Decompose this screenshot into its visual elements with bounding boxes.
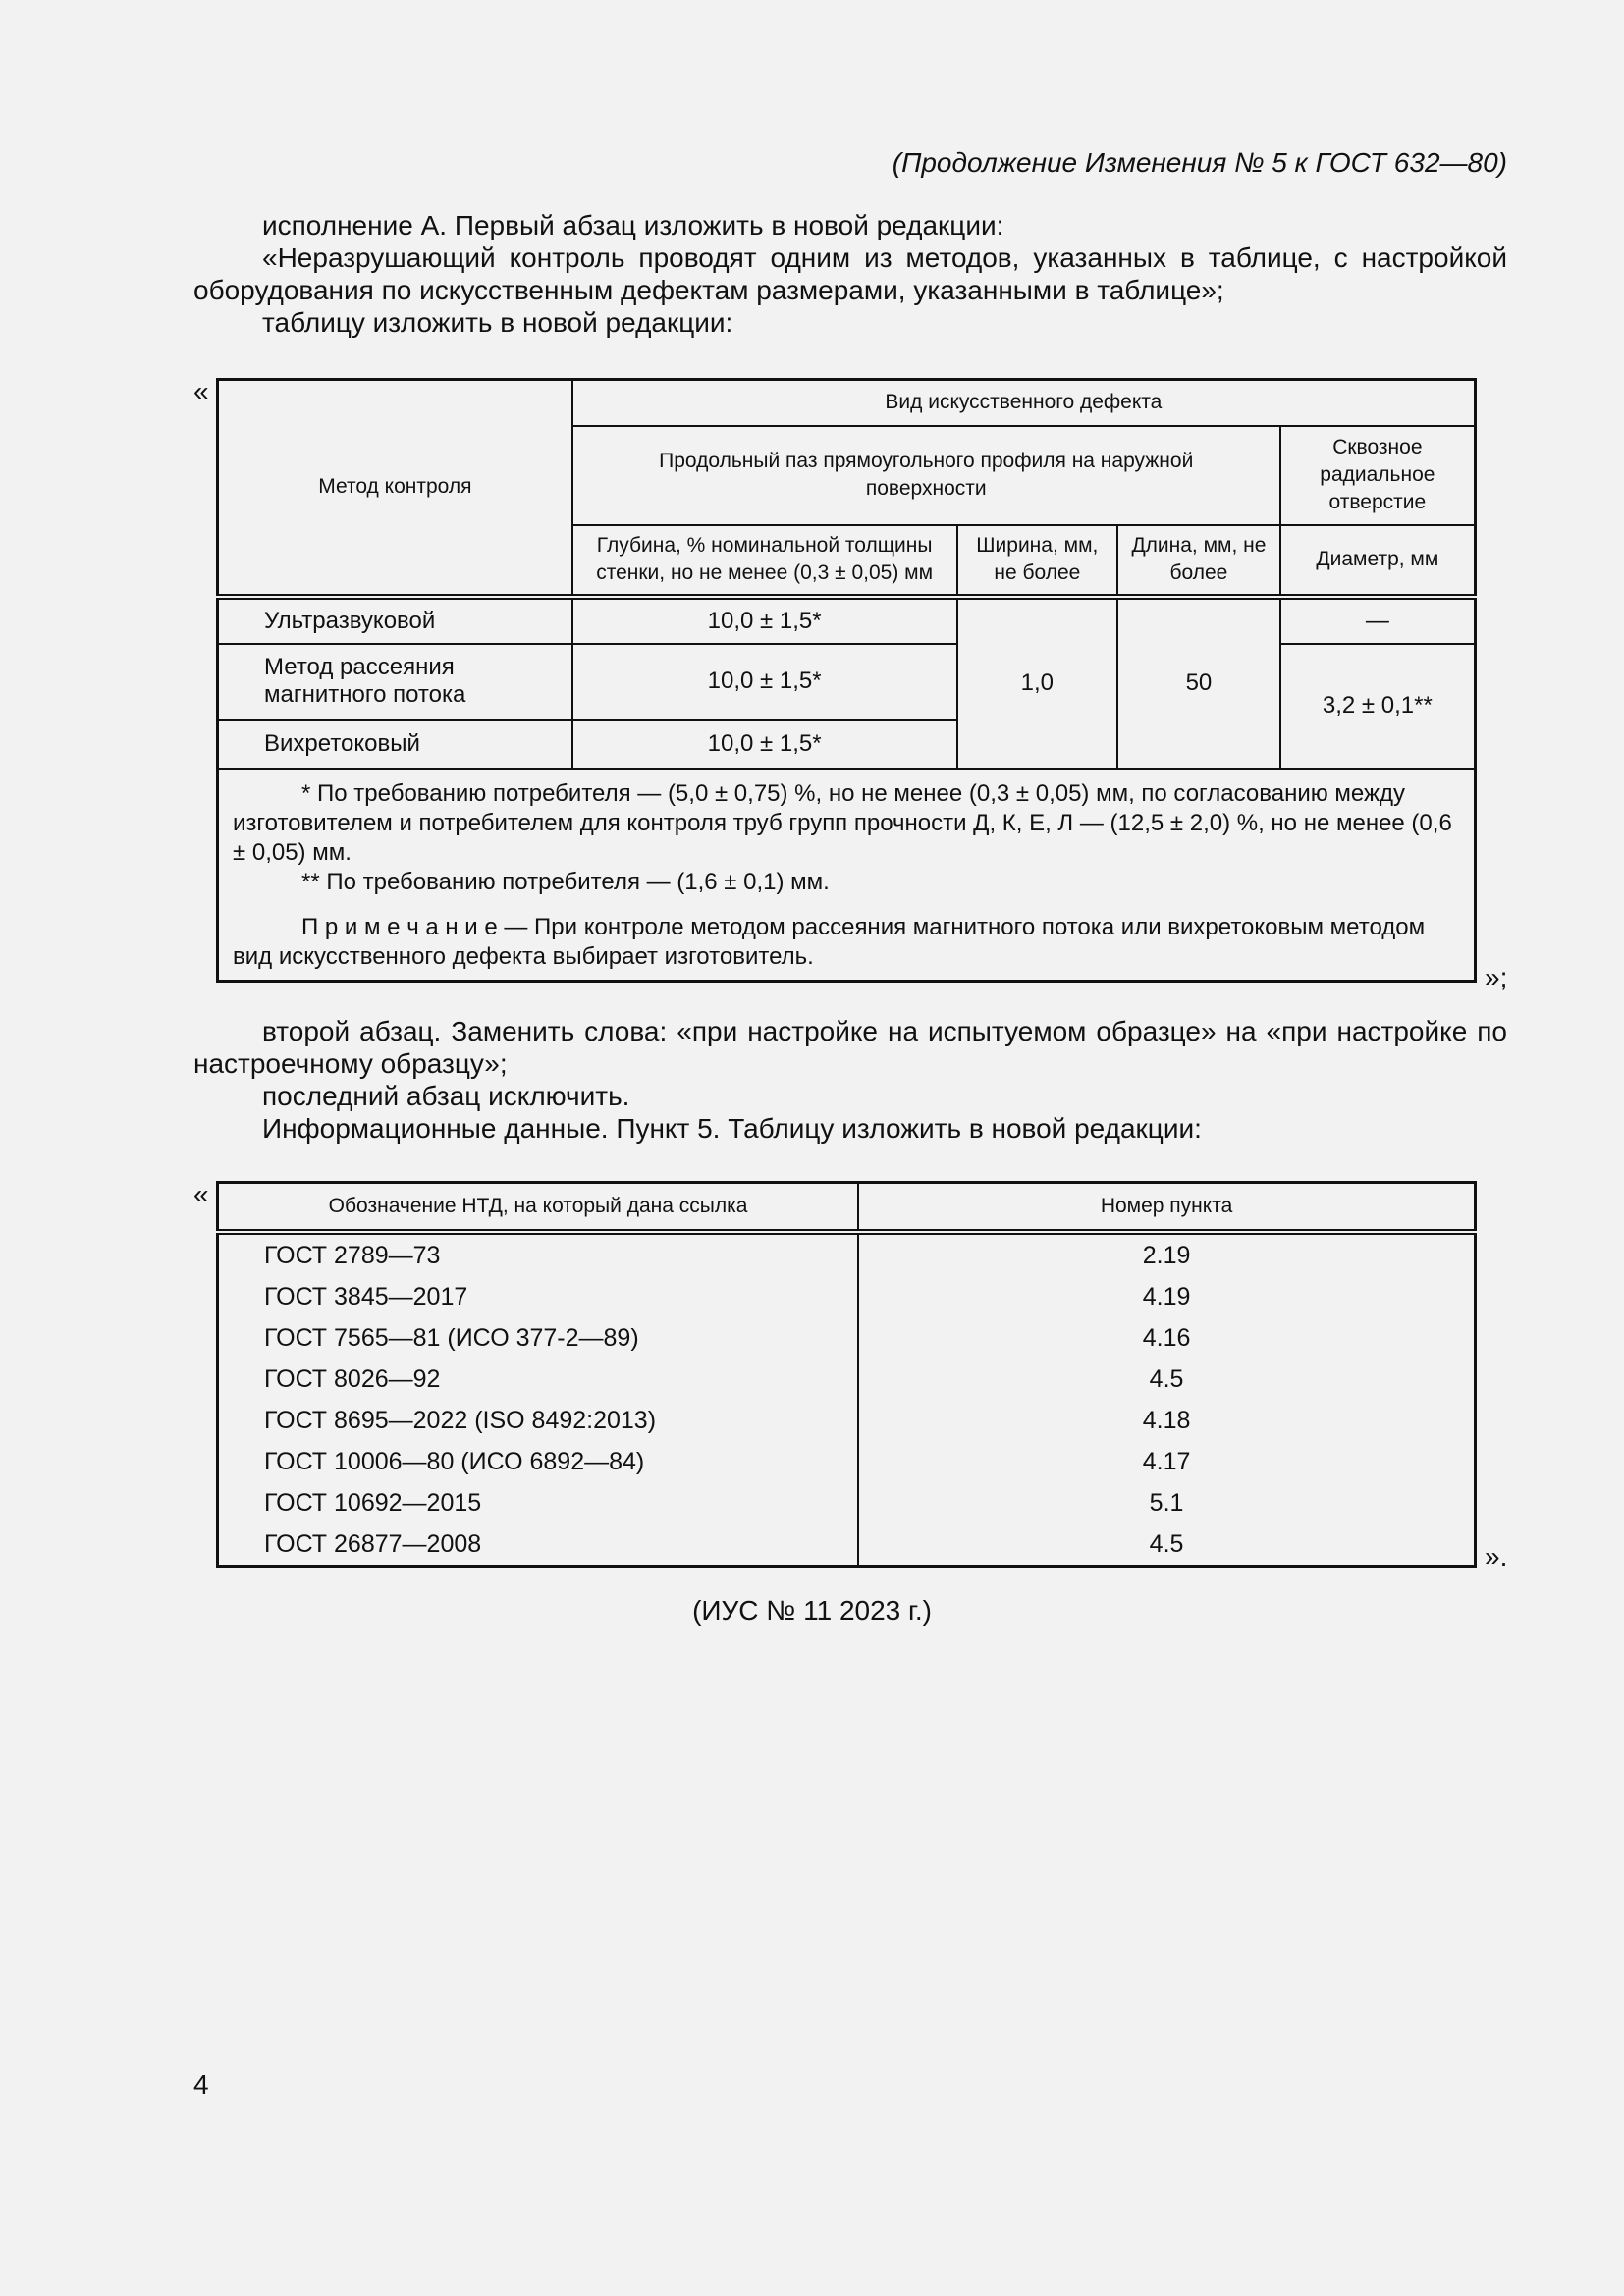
references-table xyxy=(216,1181,1477,1568)
doc-cell: ГОСТ 8695—2022 (ISO 8492:2013) xyxy=(218,1400,859,1441)
table-row xyxy=(218,1482,1476,1523)
th-groove: Продольный паз прямоугольного профиля на наружной поверхности xyxy=(572,426,1280,525)
intro-line-3: таблицу изложить в новой редакции: xyxy=(262,307,733,338)
th-diameter: Диаметр, мм xyxy=(1280,525,1476,597)
table-notes xyxy=(218,769,1476,982)
th-item-number: Номер пункта xyxy=(858,1183,1475,1233)
row-method: Метод рассеяния магнитного потока xyxy=(218,644,572,720)
item-cell: 4.16 xyxy=(858,1317,1475,1359)
row-method: Вихретоковый xyxy=(218,720,572,769)
th-hole: Сквозное радиальное отверстие xyxy=(1280,426,1476,525)
row-method: Ультразвуковой xyxy=(218,597,572,644)
intro-line-2: «Неразрушающий контроль проводят одним из методов, указанных в таблице, с настройкой оборудования по искусственным дефектам размерами, указанными в таблице»; xyxy=(193,242,1507,305)
quote-open-1: « xyxy=(193,376,209,406)
row-depth: 10,0 ± 1,5* xyxy=(572,597,957,644)
quote-close-1: »; xyxy=(1485,962,1508,992)
doc-cell: ГОСТ 8026—92 xyxy=(218,1359,859,1400)
table-row xyxy=(218,1441,1476,1482)
quote-open-2: « xyxy=(193,1179,209,1209)
intro-line-1: исполнение А. Первый абзац изложить в новой редакции: xyxy=(262,210,1004,240)
page-number: 4 xyxy=(193,2069,209,2100)
middle-line-2: последний абзац исключить. xyxy=(262,1081,630,1111)
width-value: 1,0 xyxy=(957,597,1118,769)
item-cell: 4.5 xyxy=(858,1359,1475,1400)
table-note: П р и м е ч а н и е — При контроле методом рассеяния магнитного потока или вихретоковым методом вид искусственного дефекта выбирает изготовитель. xyxy=(233,913,1426,970)
diam-other: 3,2 ± 0,1** xyxy=(1280,644,1476,769)
length-value: 50 xyxy=(1117,597,1280,769)
item-cell: 4.19 xyxy=(858,1276,1475,1317)
item-cell: 5.1 xyxy=(858,1482,1475,1523)
row-depth: 10,0 ± 1,5* xyxy=(572,644,957,720)
doc-cell: ГОСТ 10692—2015 xyxy=(218,1482,859,1523)
th-defect-kind: Вид искусственного дефекта xyxy=(572,380,1476,426)
middle-line-3: Информационные данные. Пункт 5. Таблицу изложить в новой редакции: xyxy=(262,1113,1202,1144)
middle-text xyxy=(193,1015,1507,1145)
doc-cell: ГОСТ 3845—2017 xyxy=(218,1276,859,1317)
item-cell: 4.17 xyxy=(858,1441,1475,1482)
th-document: Обозначение НТД, на который дана ссылка xyxy=(218,1183,859,1233)
doc-cell: ГОСТ 2789—73 xyxy=(218,1232,859,1276)
item-cell: 2.19 xyxy=(858,1232,1475,1276)
item-cell: 4.18 xyxy=(858,1400,1475,1441)
intro-text xyxy=(193,209,1507,339)
quote-close-2: ». xyxy=(1485,1541,1508,1572)
table-row xyxy=(218,1276,1476,1317)
table-row xyxy=(218,1317,1476,1359)
row-depth: 10,0 ± 1,5* xyxy=(572,720,957,769)
footnote-2: ** По требованию потребителя — (1,6 ± 0,1) мм. xyxy=(301,868,830,895)
th-length: Длина, мм, не более xyxy=(1117,525,1280,597)
th-depth: Глубина, % номинальной толщины стенки, но не менее (0,3 ± 0,05) мм xyxy=(572,525,957,597)
th-width: Ширина, мм, не более xyxy=(957,525,1118,597)
table-row xyxy=(218,1400,1476,1441)
th-method: Метод контроля xyxy=(218,380,572,597)
doc-cell: ГОСТ 26877—2008 xyxy=(218,1523,859,1567)
defects-table xyxy=(216,378,1477,983)
diam-ultrasonic: — xyxy=(1280,597,1476,644)
doc-cell: ГОСТ 10006—80 (ИСО 6892—84) xyxy=(218,1441,859,1482)
page-header: (Продолжение Изменения № 5 к ГОСТ 632—80) xyxy=(892,147,1507,178)
table-row xyxy=(218,1359,1476,1400)
table-row xyxy=(218,1232,1476,1276)
table-row xyxy=(218,1523,1476,1567)
item-cell: 4.5 xyxy=(858,1523,1475,1567)
ius-reference: (ИУС № 11 2023 г.) xyxy=(692,1595,932,1626)
footnote-1: * По требованию потребителя — (5,0 ± 0,75) %, но не менее (0,3 ± 0,05) мм, по согласованию между изготовителем и потребителем для контроля труб групп прочности Д, К, Е, Л — (12,5 ± 2,0) %, но не менее (0,6 ± 0,05) мм. xyxy=(233,779,1452,866)
doc-cell: ГОСТ 7565—81 (ИСО 377-2—89) xyxy=(218,1317,859,1359)
middle-line-1: второй абзац. Заменить слова: «при настройке на испытуемом образце» на «при настройке по настроечному образцу»; xyxy=(193,1016,1507,1079)
